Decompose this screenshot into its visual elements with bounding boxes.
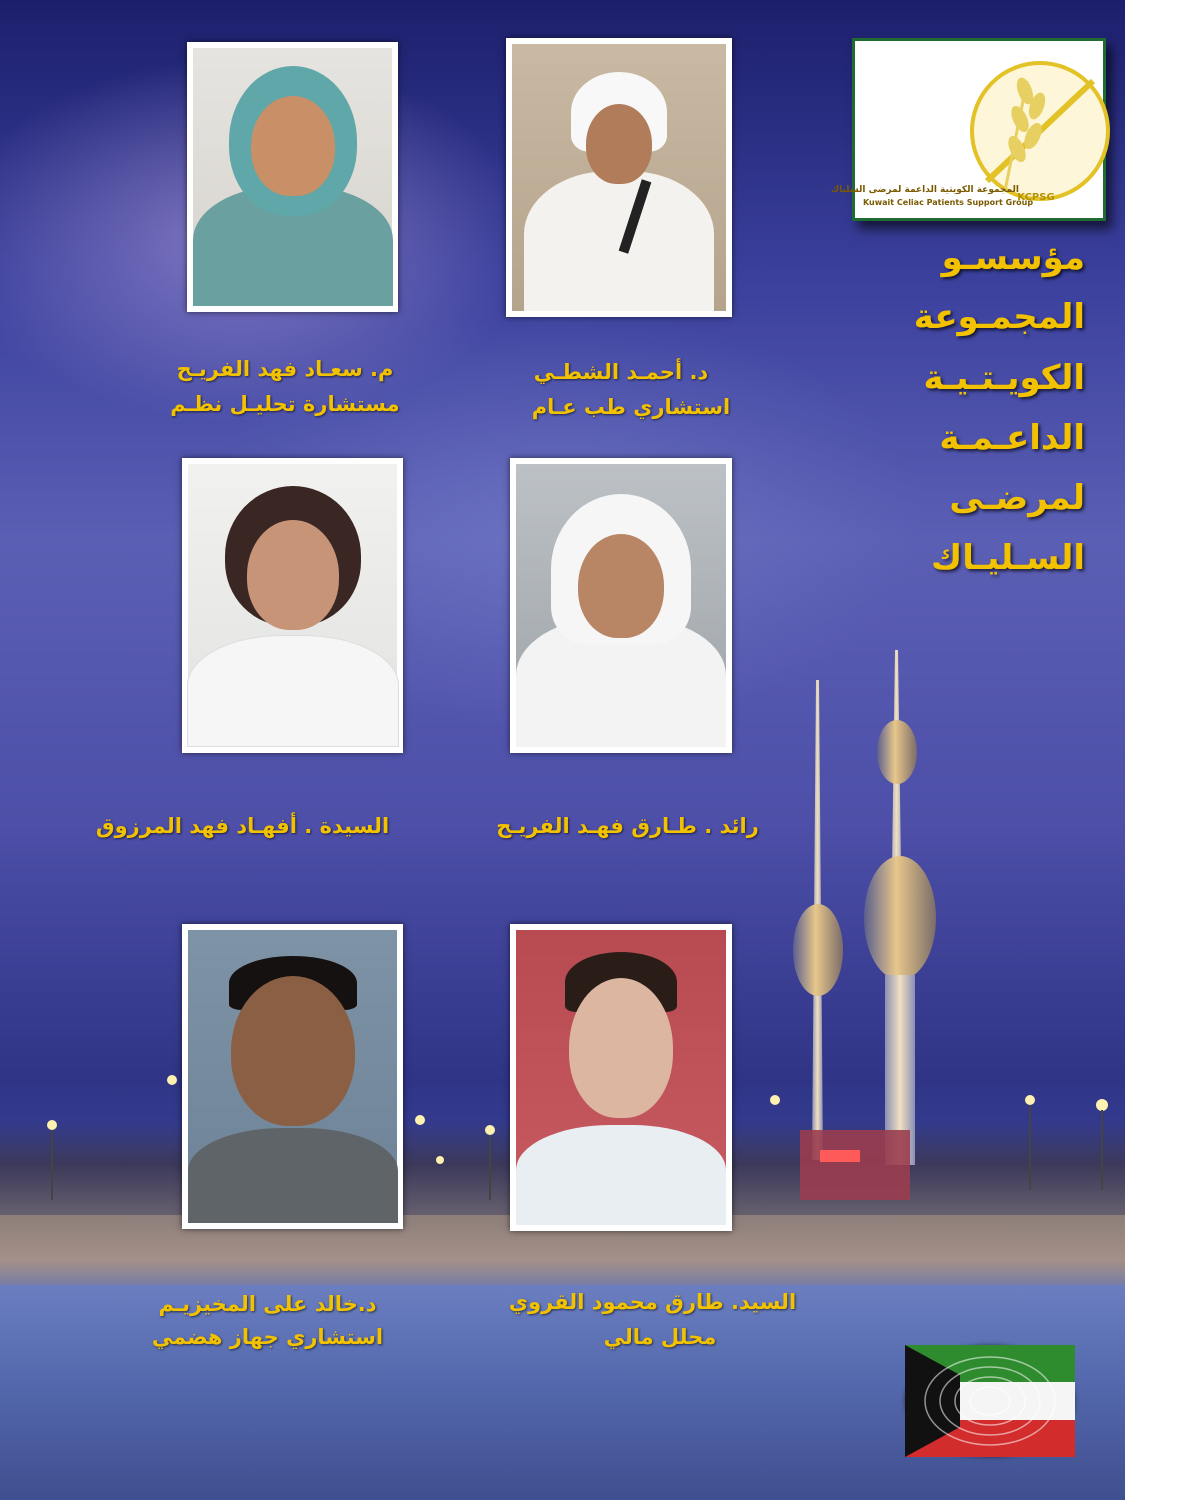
heading-line-5: لمرضـى xyxy=(949,478,1085,518)
photo-frame-tariq-fraih xyxy=(510,458,732,753)
photo-frame-afhad xyxy=(182,458,403,753)
photo-frame-suad xyxy=(187,42,398,312)
kuwait-flag-fingerprint-icon xyxy=(905,1345,1075,1457)
logo-abbreviation: KCPSG xyxy=(1017,192,1055,203)
heading-line-4: الداعـمـة xyxy=(939,418,1085,458)
portrait-photo xyxy=(516,930,726,1225)
kcpsg-logo xyxy=(830,38,1106,221)
heading-line-1: مؤسسـو xyxy=(941,238,1085,278)
portrait-photo xyxy=(516,464,726,747)
photo-frame-ahmed xyxy=(506,38,732,317)
person-role-suad: مستشارة تحليـل نظـم xyxy=(170,392,400,416)
person-name-tariq-fraih: رائد . طـارق فهـد الفريـح xyxy=(496,814,759,838)
heading-line-2: المجمـوعة xyxy=(913,297,1085,337)
person-role-khaled: استشاري جهاز هضمي xyxy=(151,1325,384,1349)
logo-arabic-text: المجموعة الكويتية الداعمة لمرضى السلياك xyxy=(830,185,1019,195)
person-name-khaled: د.خالد على المخيزيـم xyxy=(158,1292,377,1316)
heading-line-3: الكويـتـيـة xyxy=(923,358,1085,398)
portrait-photo xyxy=(512,44,726,311)
person-name-suad: م. سعـاد فهد الفريـح xyxy=(176,357,394,381)
person-name-ahmed: د. أحمـد الشطـي xyxy=(533,360,709,384)
person-name-afhad: السيدة . أفهـاد فهد المرزوق xyxy=(95,814,390,838)
portrait-photo xyxy=(188,930,397,1223)
heading-line-6: السـليـاك xyxy=(931,538,1085,578)
photo-frame-khaled xyxy=(182,924,403,1229)
portrait-photo xyxy=(193,48,392,306)
person-role-ahmed: استشاري طب عـام xyxy=(531,395,731,419)
person-role-tariq-qarawi: محلل مالي xyxy=(603,1325,717,1349)
person-name-tariq-qarawi: السيد. طارق محمود القروي xyxy=(508,1290,797,1314)
portrait-photo xyxy=(188,464,397,747)
photo-frame-tariq-qarawi xyxy=(510,924,732,1231)
logo-english-text: Kuwait Celiac Patients Support Group xyxy=(863,198,1034,207)
